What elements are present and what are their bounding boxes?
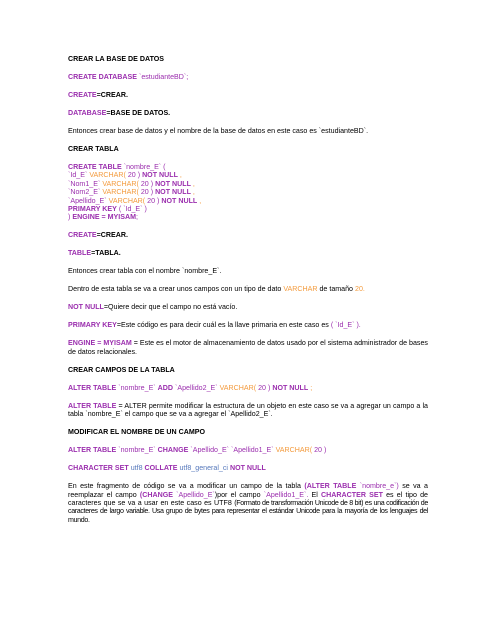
create-table-keyword: CREATE TABLE — [68, 163, 122, 171]
collate-keyword: COLLATE — [144, 464, 178, 473]
code-line — [68, 205, 428, 213]
column-name: `Id_E` — [68, 171, 88, 180]
fields-explanation — [68, 285, 428, 293]
table-name: `nombre_E` ( — [123, 163, 166, 171]
column-type: VARCHAR( — [89, 171, 126, 180]
engine-keyword: ENGINE = MYISAM — [72, 213, 137, 222]
column-name: `Apellido_E` — [68, 196, 107, 205]
alter-explanation — [68, 402, 428, 419]
alter-table-keyword: ALTER TABLE — [68, 401, 117, 410]
table-explanation: Entonces crear tabla con el nombre `nombre_E`. — [68, 267, 222, 276]
column-type: VARCHAR( — [102, 188, 139, 197]
column-type: VARCHAR( — [275, 446, 313, 455]
character-set-value: utf8 — [130, 464, 143, 473]
create-database-keyword: CREATE DATABASE — [68, 73, 137, 81]
column-length: 20 — [258, 383, 266, 392]
column-name: `Apellido2_E` — [175, 383, 218, 392]
column-not-null: NOT NULL — [229, 464, 266, 473]
create-definition — [68, 231, 428, 239]
column-not-null: NOT NULL — [155, 179, 191, 188]
column-separator: , — [192, 188, 195, 197]
column-type: VARCHAR( — [219, 383, 257, 392]
column-type-close: ) — [267, 383, 271, 392]
final-text: En este fragmento de código se va a modificar un campo de la tabla — [68, 482, 301, 491]
create-keyword: CREATE — [68, 231, 97, 240]
code-line — [68, 171, 428, 179]
create-database-statement — [68, 73, 428, 81]
table-keyword: TABLE — [68, 249, 92, 258]
column-length: 20 — [140, 188, 149, 197]
column-separator: , — [179, 171, 182, 180]
column-not-null: NOT NULL — [155, 188, 191, 197]
final-text-condensed: (Formato de transformación Unicode de 8 bit) es una codificación de caracteres de largo variable. Usa grupo de bytes para representar el estándar Unicode para la mayoría de los lenguajes del mundo. — [68, 499, 428, 524]
change-keyword: CHANGE — [157, 446, 189, 455]
create-keyword: CREATE — [68, 91, 97, 99]
fields-text: de tamaño — [319, 285, 354, 294]
column-names: `Apellido_E` `Apellido1_E` — [190, 446, 274, 455]
heading-create-fields: CREAR CAMPOS DE LA TABLA — [68, 365, 175, 374]
create-meaning: =CREAR. — [96, 91, 128, 99]
code-line — [68, 163, 428, 171]
table-name: `nombre_e`) — [359, 482, 399, 491]
final-text: )por el campo — [214, 490, 261, 499]
not-null-explanation — [68, 303, 428, 311]
alter-meaning: = ALTER permite modificar la estructura de un objeto en este caso se va a agregar un campo a la tabla `nombre_E` el campo que se va a agregar el `Apellido2_E`. — [68, 401, 428, 419]
column-type-close: ) — [323, 446, 327, 455]
create-table-code — [68, 163, 428, 222]
document-body — [68, 55, 428, 534]
code-line — [68, 188, 428, 196]
code-line — [68, 180, 428, 188]
column-separator: , — [192, 179, 195, 188]
database-keyword: DATABASE — [68, 109, 107, 117]
database-name: `estudianteBD`; — [138, 73, 189, 81]
column-type-close: ) — [137, 171, 141, 180]
create-table-close: ) — [68, 213, 71, 222]
character-set-keyword: CHARACTER SET — [321, 490, 383, 499]
final-text: El — [311, 490, 318, 499]
alter-table-keyword: ALTER TABLE — [68, 446, 117, 455]
fields-size: 20. — [355, 285, 365, 294]
heading-create-database: CREAR LA BASE DE DATOS — [68, 55, 165, 63]
engine-keyword: ENGINE = MYISAM — [68, 339, 132, 348]
column-length: 20 — [314, 446, 322, 455]
collate-value: utf8_general_ci — [179, 464, 228, 473]
column-not-null: NOT NULL — [272, 383, 309, 392]
code-line — [68, 213, 428, 221]
heading-modify-field: MODIFICAR EL NOMBRE DE UN CAMPO — [68, 428, 206, 437]
fields-type: VARCHAR — [283, 285, 318, 294]
create-definition — [68, 91, 428, 99]
final-text: se va a reemplazar el campo — [68, 482, 428, 499]
not-null-meaning: =Quiere decir que el campo no está vacío. — [103, 303, 238, 312]
database-explanation: Entonces crear base de datos y el nombre de la base de datos en este caso es `estudianteBD`. — [68, 127, 369, 135]
primary-key-explanation — [68, 321, 428, 329]
column-name: `Nom2_E` — [68, 188, 101, 197]
database-definition — [68, 109, 428, 117]
final-explanation — [68, 482, 428, 524]
column-separator: , — [199, 196, 202, 205]
primary-key-keyword: PRIMARY KEY — [68, 205, 117, 214]
column-name: `Nom1_E` — [68, 179, 101, 188]
code-line — [68, 197, 428, 205]
alter-table-keyword: ALTER TABLE — [68, 383, 117, 392]
primary-key-meaning: =Este código es para decir cuál es la llave primaria en este caso es — [116, 321, 329, 330]
charset-statement — [68, 464, 428, 472]
table-name: `nombre_E` — [118, 446, 156, 455]
column-not-null: NOT NULL — [161, 196, 198, 205]
column-length: 20 — [140, 179, 149, 188]
fields-text: Dentro de esta tabla se va a crear unos campos con un tipo de dato — [68, 285, 282, 294]
column-type: VARCHAR( — [108, 196, 146, 205]
column-length: 20 — [127, 171, 136, 180]
engine-meaning: = Este es el motor de almacenamiento de datos usado por el sistema administrador de bases de datos relacionales. — [68, 339, 428, 356]
table-definition — [68, 249, 428, 257]
engine-explanation — [68, 339, 428, 356]
not-null-keyword: NOT NULL — [68, 303, 104, 312]
alter-table-keyword: (ALTER TABLE — [304, 482, 357, 491]
final-text: es el tipo de caracteres que se va a usar en este caso es UTF8 — [68, 490, 428, 508]
create-meaning: =CREAR. — [96, 231, 128, 240]
database-meaning: =BASE DE DATOS. — [106, 109, 171, 117]
character-set-keyword: CHARACTER SET — [68, 464, 129, 473]
table-meaning: =TABLA. — [91, 249, 121, 258]
column-type-close: ) — [150, 188, 154, 197]
primary-key-column: ( `Id_E` ) — [118, 205, 147, 214]
heading-create-table: CREAR TABLA — [68, 145, 119, 153]
column-type-close: ) — [150, 179, 154, 188]
add-keyword: ADD — [157, 383, 174, 392]
statement-end: ; — [310, 383, 313, 392]
column-name: `Apellido1_E`. — [263, 490, 309, 499]
primary-key-reference: ( `Id_E` ). — [330, 321, 361, 330]
table-name: `nombre_E` — [118, 383, 156, 392]
alter-change-statement — [68, 446, 428, 454]
statement-end: ; — [136, 213, 139, 222]
column-type: VARCHAR( — [102, 179, 139, 188]
alter-add-statement — [68, 384, 428, 392]
column-type-close: ) — [157, 196, 160, 205]
column-length: 20 — [147, 196, 156, 205]
primary-key-keyword: PRIMARY KEY — [68, 321, 117, 330]
column-not-null: NOT NULL — [142, 171, 178, 180]
change-keyword: (CHANGE — [139, 490, 173, 499]
column-name: `Apellido_E` — [176, 490, 215, 499]
